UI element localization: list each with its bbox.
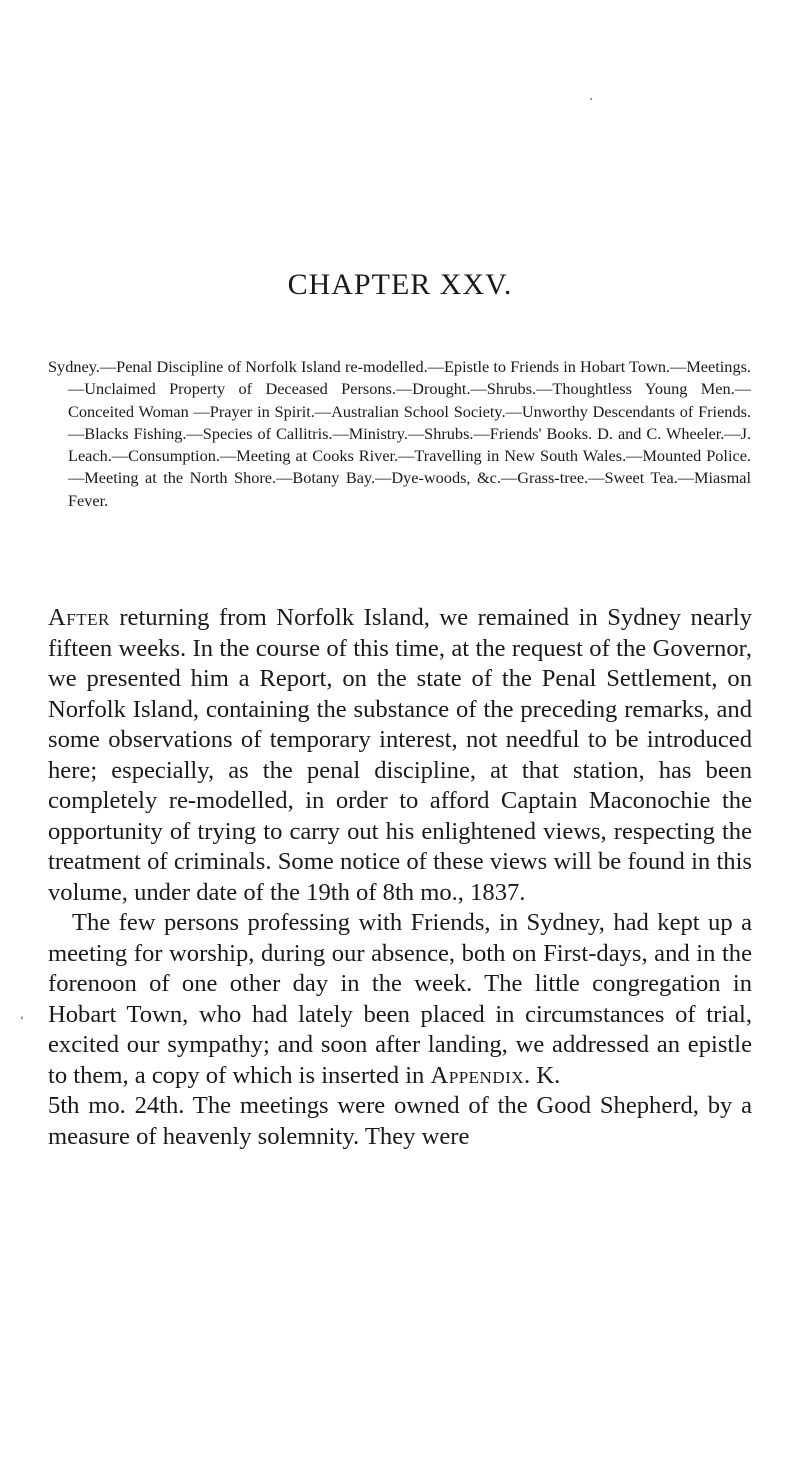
chapter-synopsis bbox=[48, 356, 751, 512]
paragraph-3 bbox=[48, 1091, 752, 1152]
margin-mark: ‘ bbox=[20, 1013, 24, 1027]
paragraph-3-text: 5th mo. 24th. The meetings were owned of the Good Shepherd, by a measure of heavenly solemnity. They were bbox=[48, 1092, 752, 1150]
paragraph-1-text: returning from Norfolk Island, we remained in Sydney nearly fifteen weeks. In the course of this time, at the request of the Governor, we presented him a Report, on the state of the Penal Settlement, on Norfolk Island, containing the substance of the preceding remarks, and some observations of temporary interest, not needful to be introduced here; especially, as the penal discipline, at that station, has been completely re-modelled, in order to afford Captain Maconochie the opportunity of trying to carry out his enlightened views, respecting the treatment of criminals. Some notice of these views will be found in this volume, under date of the 19th of 8th mo., 1837. bbox=[48, 604, 752, 906]
paragraph-2-text: The few persons professing with Friends, in Sydney, had kept up a meeting for worship, during our absence, both on First-days, and in the forenoon of one other day in the week. The little congregation in Hobart Town, who had lately been placed in circumstances of trial, excited our sympathy; and soon after landing, we addressed an epistle to them, a copy of which is inserted in bbox=[48, 909, 752, 1089]
paragraph-1 bbox=[48, 603, 752, 908]
chapter-title: CHAPTER XXV. bbox=[287, 268, 513, 301]
paragraph-2 bbox=[48, 908, 752, 1091]
synopsis-text: Sydney.—Penal Discipline of Norfolk Island re-modelled.—Epistle to Friends in Hobart Town.—Meetings.—Unclaimed Property of Deceased Persons.—Drought.—Shrubs.—Thoughtless Young Men.—Conceited Woman —Prayer in Spirit.—Australian School Society.—Unworthy Descendants of Friends.—Blacks Fishing.—Species of Callitris.—Ministry.—Shrubs.—Friends' Books. D. and C. Wheeler.—J. Leach.—Consumption.—Meeting at Cooks River.—Travelling in New South Wales.—Mounted Police.—Meeting at the North Shore.—Botany Bay.—Dye-woods, &c.—Grass-tree.—Sweet Tea.—Miasmal Fever. bbox=[48, 357, 751, 510]
paragraph-2-end: . K. bbox=[524, 1061, 561, 1089]
paragraph-1-lead: After bbox=[48, 604, 110, 631]
stray-mark bbox=[590, 98, 592, 100]
appendix-reference: Appendix bbox=[430, 1061, 525, 1089]
body-text bbox=[48, 603, 752, 1152]
